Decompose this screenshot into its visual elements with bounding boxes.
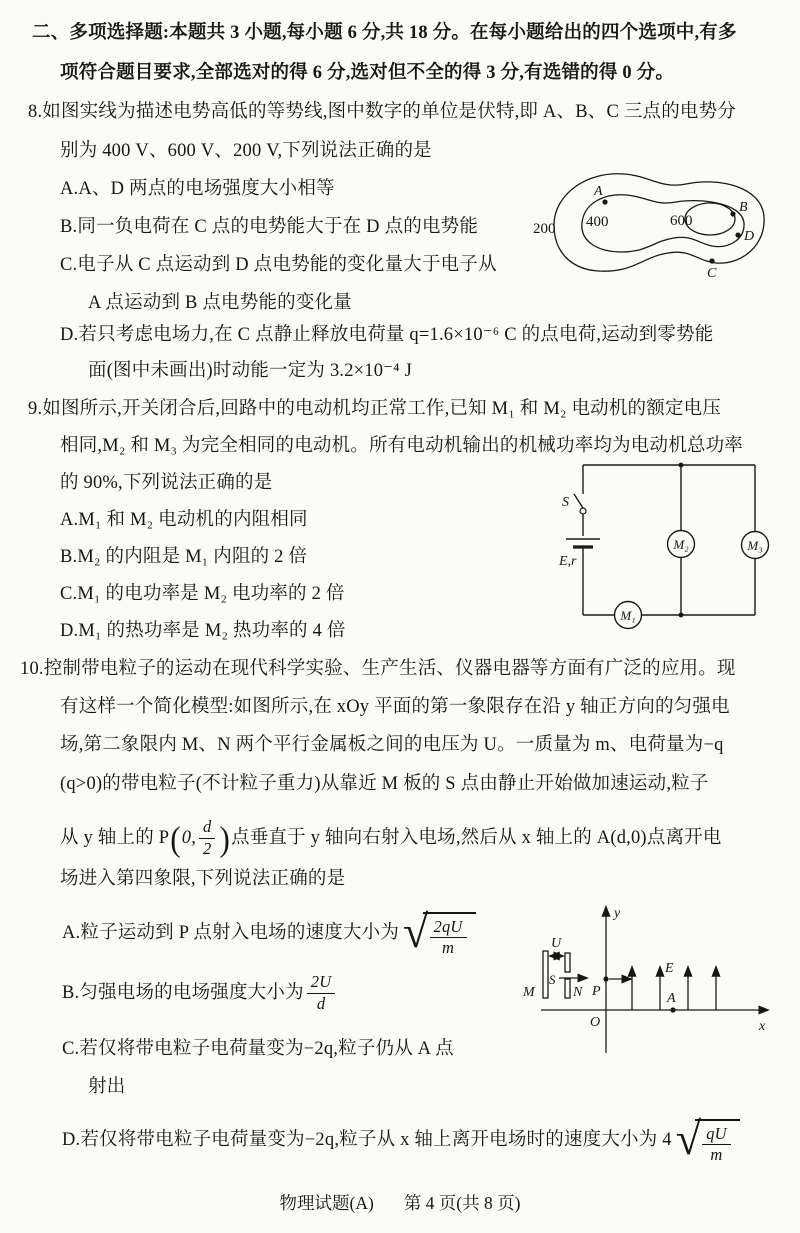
fraction-denominator: m bbox=[441, 938, 455, 957]
radicand bbox=[695, 1119, 740, 1164]
x-axis-label: x bbox=[759, 1019, 766, 1034]
motor3-label: M₃ bbox=[747, 538, 763, 553]
fraction-numerator: 2U bbox=[307, 973, 336, 993]
plate-m bbox=[543, 951, 548, 998]
q9-option-d: D.M₁ 的热功率是 M₂ 热功率的 4 倍 bbox=[60, 621, 346, 641]
label-point-b: B bbox=[739, 200, 748, 215]
motor2-label: M₂ bbox=[673, 537, 689, 552]
radicand bbox=[423, 912, 476, 957]
switch-label: S bbox=[562, 495, 569, 510]
q9-option-c: C.M₁ 的电功率是 M₂ 电功率的 2 倍 bbox=[60, 584, 345, 604]
point-b-marker bbox=[730, 211, 735, 216]
q10-option-c-line1: C.若仅将带电粒子电荷量变为−2q,粒子仍从 A 点 bbox=[62, 1039, 454, 1059]
q8-stem-line1: 8.如图实线为描述电势高低的等势线,图中数字的单位是伏特,即 A、B、C 三点的电势分 bbox=[28, 102, 737, 122]
q8-option-d-line1: D.若只考虑电场力,在 C 点静止释放电荷量 q=1.6×10⁻⁶ C 的点电荷,运动到零势能 bbox=[60, 325, 714, 345]
section-header-line2: 项符合题目要求,全部选对的得 6 分,选对但不全的得 3 分,有选错的得 0 分。 bbox=[60, 63, 675, 83]
q10-line5-post: 点垂直于 y 轴向右射入电场,然后从 x 轴上的 A(d,0)点离开电 bbox=[231, 827, 722, 848]
field-label: E bbox=[665, 961, 674, 976]
fraction-denominator: 2 bbox=[203, 838, 212, 858]
q10-option-c-line2: 射出 bbox=[88, 1077, 126, 1097]
label-200: 200 bbox=[533, 221, 556, 237]
voltage-label: U bbox=[551, 936, 562, 951]
y-axis-label: y bbox=[614, 906, 621, 921]
q10-line5-pre: 从 y 轴上的 P bbox=[60, 827, 170, 848]
battery-label: E,r bbox=[559, 554, 577, 569]
motor-symbols bbox=[615, 531, 769, 629]
equipotential-points bbox=[602, 199, 740, 263]
q10-line5-inner: 0, bbox=[181, 827, 197, 848]
sqrt-expression bbox=[675, 1112, 740, 1164]
q10-stem-line6: 场进入第四象限,下列说法正确的是 bbox=[60, 869, 346, 889]
point-d-marker bbox=[735, 232, 740, 237]
q10-option-a-text: A.粒子运动到 P 点射入电场的速度大小为 bbox=[62, 922, 400, 943]
motor1-label: M₁ bbox=[620, 608, 636, 623]
footer-title: 物理试题(A) bbox=[279, 1193, 374, 1213]
fraction-numerator: qU bbox=[702, 1125, 731, 1145]
q9-option-b: B.M₂ 的内阻是 M₁ 内阻的 2 倍 bbox=[60, 547, 308, 567]
origin-label: O bbox=[590, 1015, 601, 1030]
q9-stem-line3: 的 90%,下列说法正确的是 bbox=[60, 473, 273, 493]
junction-dot-top bbox=[679, 463, 684, 468]
q10-stem-line3: 场,第二象限内 M、N 两个平行金属板之间的电压为 U。一质量为 m、电荷量为−q bbox=[60, 735, 724, 755]
close-paren: ) bbox=[219, 818, 231, 858]
switch-lever bbox=[574, 494, 583, 508]
junction-dot-bottom bbox=[679, 613, 684, 618]
inner-equipotential-600 bbox=[685, 203, 735, 235]
q10-option-b bbox=[62, 968, 338, 1018]
q10-stem-line1: 10.控制带电粒子的运动在现代科学实验、生产生活、仪器电器等方面有广泛的应用。现 bbox=[20, 659, 736, 679]
radical-sign: √ bbox=[675, 1112, 702, 1164]
point-a-label: A bbox=[667, 991, 676, 1006]
source-label: S bbox=[549, 972, 556, 987]
q10-option-d-text: D.若仅将带电粒子电荷量变为−2q,粒子从 x 轴上离开电场时的速度大小为 4 bbox=[62, 1129, 672, 1150]
label-point-c: C bbox=[707, 266, 717, 281]
fraction-denominator: m bbox=[710, 1145, 723, 1164]
q8-option-a: A.A、D 两点的电场强度大小相等 bbox=[60, 179, 335, 199]
point-a-marker bbox=[602, 199, 607, 204]
footer-page-number: 第 4 页(共 8 页) bbox=[403, 1193, 521, 1213]
radical-sign: √ bbox=[403, 905, 429, 957]
sqrt-expression bbox=[403, 905, 475, 957]
q9-stem-line1: 9.如图所示,开关闭合后,回路中的电动机均正常工作,已知 M₁ 和 M₂ 电动机的额定电压 bbox=[28, 399, 722, 419]
q9-stem-line2: 相同,M₂ 和 M₃ 为完全相同的电动机。所有电动机输出的机械功率均为电动机总功率 bbox=[60, 436, 744, 456]
point-p-marker bbox=[603, 976, 608, 981]
q10-stem-line4: (q>0)的带电粒子(不计粒子重力)从靠近 M 板的 S 点由静止开始做加速运动,粒子 bbox=[60, 774, 709, 794]
q10-option-b-text: B.匀强电场的电场强度大小为 bbox=[62, 982, 304, 1003]
fraction-d-over-2 bbox=[199, 818, 215, 857]
q10-option-d bbox=[62, 1112, 740, 1168]
equipotential-figure bbox=[528, 163, 796, 291]
q9-option-a: A.M₁ 和 M₂ 电动机的内阻相同 bbox=[60, 510, 308, 530]
fraction-qU-over-m bbox=[702, 1125, 731, 1164]
fraction-numerator: d bbox=[199, 818, 215, 838]
fraction-2qU-over-m bbox=[430, 918, 467, 957]
label-400: 400 bbox=[586, 214, 609, 230]
plate-n-upper bbox=[565, 953, 570, 972]
q10-option-a bbox=[62, 905, 476, 961]
plate-m-label: M bbox=[523, 985, 535, 1000]
q8-option-d-line2: 面(图中未画出)时动能一定为 3.2×10⁻⁴ J bbox=[88, 361, 413, 381]
open-paren: ( bbox=[170, 818, 181, 858]
q8-stem-line2: 别为 400 V、600 V、200 V,下列说法正确的是 bbox=[60, 141, 432, 161]
point-a-marker bbox=[670, 1007, 675, 1012]
fraction-2U-over-d bbox=[307, 973, 336, 1012]
label-point-d: D bbox=[744, 229, 755, 244]
label-point-a: A bbox=[594, 184, 603, 199]
fraction-numerator: 2qU bbox=[430, 918, 467, 938]
q8-option-b: B.同一负电荷在 C 点的电势能大于在 D 点的电势能 bbox=[60, 217, 479, 237]
q10-stem-line2: 有这样一个简化模型:如图所示,在 xOy 平面的第一象限存在沿 y 轴正方向的匀强电 bbox=[60, 697, 730, 717]
field-figure bbox=[513, 891, 791, 1063]
circuit-wires bbox=[566, 465, 755, 615]
plate-n-lower bbox=[565, 979, 570, 998]
q10-stem-line5 bbox=[60, 812, 722, 864]
circuit-figure bbox=[558, 452, 798, 634]
section-header-line1: 二、多项选择题:本题共 3 小题,每小题 6 分,共 18 分。在每小题给出的四个选项中,有多 bbox=[32, 23, 737, 43]
page-footer bbox=[0, 1190, 800, 1215]
point-c-marker bbox=[709, 258, 714, 263]
switch-pivot bbox=[580, 508, 586, 514]
q8-option-c-line2: A 点运动到 B 点电势能的变化量 bbox=[88, 293, 352, 313]
label-600: 600 bbox=[670, 213, 693, 229]
q8-option-c-line1: C.电子从 C 点运动到 D 点电势能的变化量大于电子从 bbox=[60, 255, 497, 275]
plate-n-label: N bbox=[573, 985, 583, 1000]
point-p-label: P bbox=[592, 984, 601, 999]
fraction-denominator: d bbox=[316, 993, 326, 1013]
